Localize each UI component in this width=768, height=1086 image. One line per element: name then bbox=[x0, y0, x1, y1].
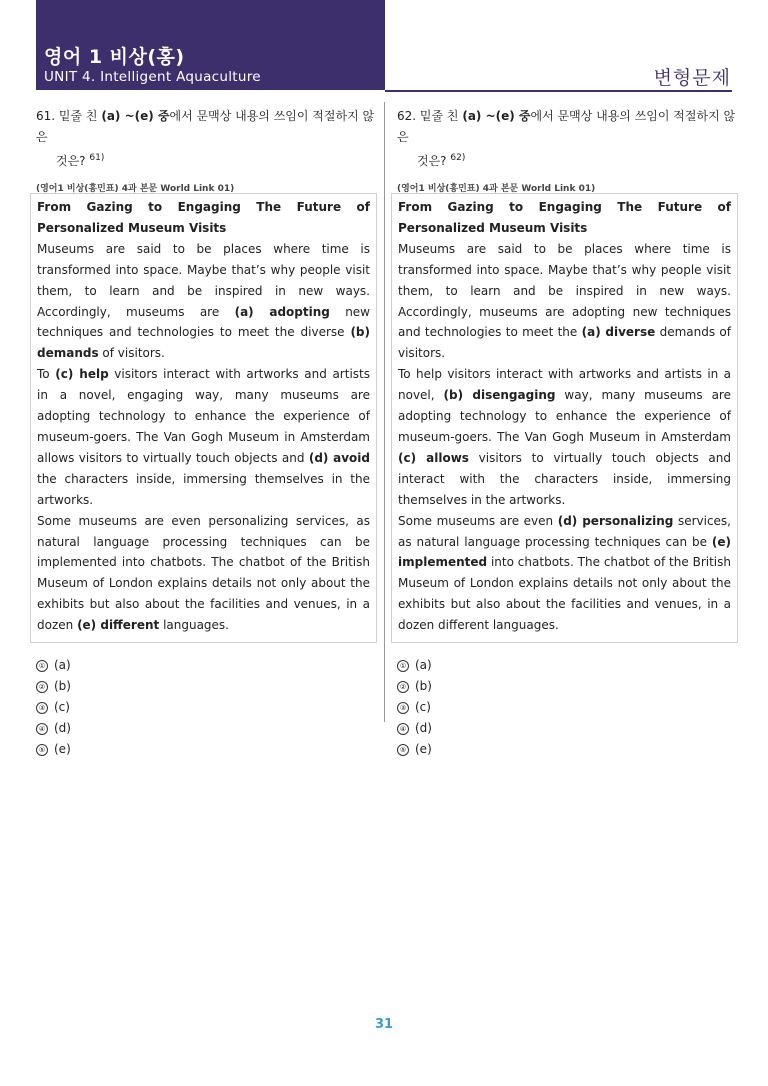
footnote-ref: 62) bbox=[450, 153, 466, 163]
choice-4[interactable]: ④ (d) bbox=[36, 718, 377, 739]
prompt-text: 에서 문맥상 내용의 쓰임이 적절하지 않은 bbox=[397, 109, 736, 144]
question-61 bbox=[30, 106, 377, 760]
choice-marker: ⑤ bbox=[36, 744, 48, 756]
choice-2[interactable]: ② (b) bbox=[397, 676, 738, 697]
header-subtitle: UNIT 4. Intelligent Aquaculture bbox=[44, 69, 261, 85]
choice-marker: ③ bbox=[397, 702, 409, 714]
choice-5[interactable]: ⑤ (e) bbox=[397, 739, 738, 760]
question-prompt bbox=[30, 106, 377, 172]
underline-e: (e) implemented bbox=[398, 534, 731, 570]
passage-source: (영어1 비상(홍민표) 4과 본문 World Link 01) bbox=[397, 184, 596, 194]
footnote-ref: 61) bbox=[89, 153, 105, 163]
underline-d: (d) personalizing bbox=[557, 513, 674, 528]
choice-marker: ③ bbox=[36, 702, 48, 714]
passage-box bbox=[391, 193, 738, 643]
underline-a: (a) diverse bbox=[581, 325, 656, 340]
prompt-text: 밑줄 친 bbox=[419, 109, 459, 123]
header-banner bbox=[36, 0, 385, 90]
choice-marker: ④ bbox=[36, 723, 48, 735]
choice-4[interactable]: ④ (d) bbox=[397, 718, 738, 739]
underline-d: (d) avoid bbox=[308, 450, 370, 465]
passage-paragraph: Museums are said to be places where time is transformed into space. Maybe that’s why people visit them, to learn and be inspired in new ways. Accordingly, museums are adopting new techniques and technologies to meet the (a) diverse demands of visitors. bbox=[398, 241, 731, 361]
question-prompt bbox=[391, 106, 738, 172]
passage-paragraph: Some museums are even personalizing services, as natural language processing techniques can be implemented into chatbots. The chatbot of the British Museum of London explains details not only about the exhibits but also about the facilities and venues, in a dozen (e) different languages. bbox=[37, 513, 370, 633]
passage-title: From Gazing to Engaging The Future of Personalized Museum Visits bbox=[398, 200, 731, 235]
choice-3[interactable]: ③ (c) bbox=[397, 697, 738, 718]
choice-2[interactable]: ② (b) bbox=[36, 676, 377, 697]
prompt-range: (a) ~(e) 중 bbox=[101, 109, 170, 123]
passage-paragraph: Some museums are even (d) personalizing services, as natural language processing techniques can be (e) implemented into chatbots. The chatbot of the British Museum of London explains details not only about the exhibits but also about the facilities and venues, in a dozen different languages. bbox=[398, 513, 731, 633]
header-right-label: 변형문제 bbox=[653, 67, 731, 89]
underline-c: (c) allows bbox=[398, 450, 469, 465]
column-divider bbox=[384, 102, 385, 722]
choice-1[interactable]: ① (a) bbox=[397, 655, 738, 676]
header-title: 영어 1 비상(홍) bbox=[44, 46, 185, 68]
passage-source: (영어1 비상(홍민표) 4과 본문 World Link 01) bbox=[36, 184, 235, 194]
choice-marker: ② bbox=[36, 681, 48, 693]
prompt-text: 밑줄 친 bbox=[58, 109, 98, 123]
choice-5[interactable]: ⑤ (e) bbox=[36, 739, 377, 760]
answer-choices bbox=[391, 655, 738, 760]
choice-marker: ④ bbox=[397, 723, 409, 735]
prompt-continuation: 것은? bbox=[56, 154, 86, 168]
underline-c: (c) help bbox=[55, 367, 109, 382]
underline-b: (b) disengaging bbox=[443, 388, 556, 403]
prompt-range: (a) ~(e) 중 bbox=[462, 109, 531, 123]
prompt-continuation: 것은? bbox=[417, 154, 447, 168]
passage-box bbox=[30, 193, 377, 643]
passage-title: From Gazing to Engaging The Future of Personalized Museum Visits bbox=[37, 200, 370, 235]
underline-e: (e) different bbox=[77, 618, 160, 633]
choice-1[interactable]: ① (a) bbox=[36, 655, 377, 676]
answer-choices bbox=[30, 655, 377, 760]
question-number: 61. bbox=[36, 109, 56, 123]
header-rule bbox=[385, 90, 732, 92]
passage-paragraph: To (c) help visitors interact with artworks and artists in a novel, engaging way, many museums are adopting technology to enhance the experience of museum-goers. The Van Gogh Museum in Amsterdam allows visitors to virtually touch objects and (d) avoid the characters inside, immersing themselves in the artworks. bbox=[37, 367, 370, 507]
question-62 bbox=[391, 106, 738, 760]
choice-marker: ① bbox=[397, 660, 409, 672]
page-number: 31 bbox=[374, 1017, 394, 1032]
choice-3[interactable]: ③ (c) bbox=[36, 697, 377, 718]
underline-a: (a) adopting bbox=[234, 304, 330, 319]
prompt-text: 에서 문맥상 내용의 쓰임이 적절하지 않은 bbox=[36, 109, 375, 144]
choice-marker: ⑤ bbox=[397, 744, 409, 756]
passage-paragraph: Museums are said to be places where time is transformed into space. Maybe that’s why people visit them, to learn and be inspired in new ways. Accordingly, museums are (a) adopting new techniques and technologies to meet the diverse (b) demands of visitors. bbox=[37, 241, 370, 361]
choice-marker: ① bbox=[36, 660, 48, 672]
underline-b: (b) demands bbox=[37, 325, 370, 361]
question-number: 62. bbox=[397, 109, 417, 123]
passage-paragraph: To help visitors interact with artworks and artists in a novel, (b) disengaging way, many museums are adopting technology to enhance the experience of museum-goers. The Van Gogh Museum in Amsterdam (c) allows visitors to virtually touch objects and interact with the characters inside, immersing themselves in the artworks. bbox=[398, 367, 732, 507]
choice-marker: ② bbox=[397, 681, 409, 693]
